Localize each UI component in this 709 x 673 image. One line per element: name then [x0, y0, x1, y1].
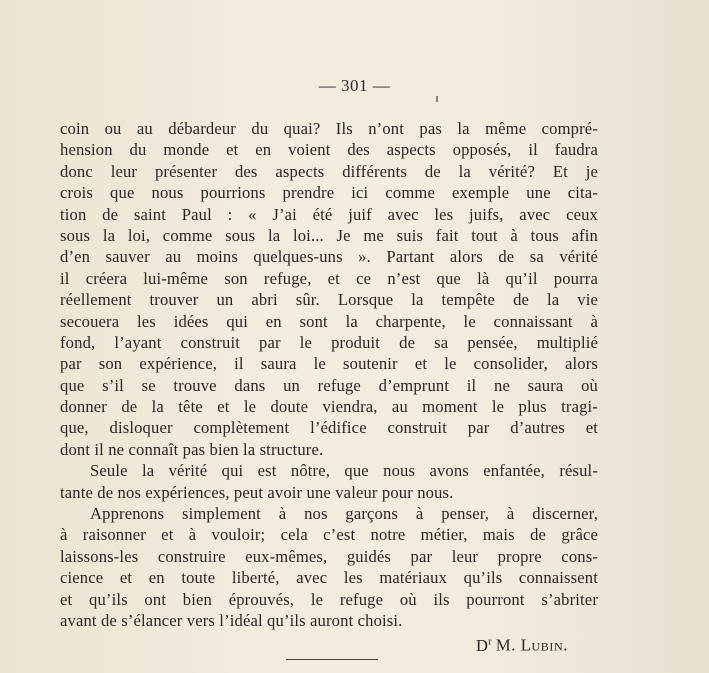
text-line: crois que nous pourrions prendre ici comme exemple une cita- [60, 183, 598, 203]
text-line: il créera lui-même son refuge, et ce n’est que là qu’il pourra [60, 268, 598, 288]
text-line: avant de s’élancer vers l’idéal qu’ils auront choisi. [60, 610, 403, 630]
text-line: Apprenons simplement à nos garçons à penser, à discerner, [90, 504, 598, 524]
body-text [60, 118, 598, 653]
text-line: que, disloquer complètement l’édifice construit par d’autres et [60, 418, 598, 438]
end-rule [286, 659, 378, 660]
text-line: sous la loi, comme sous la loi... Je me suis fait tout à tous afin [60, 225, 598, 245]
ink-mark [436, 96, 438, 102]
text-line: tion de saint Paul : « J’ai été juif avec les juifs, avec ceux [60, 204, 598, 224]
signature-title: $D^r$ [475, 635, 492, 655]
text-line: laissons-les construire eux-mêmes, guidés par leur propre cons- [60, 546, 598, 566]
text-line: d’en sauver au moins quelques-uns ». Partant alors de sa vérité [60, 247, 598, 267]
text-line: fond, l’ayant construit par le produit de sa pensée, multiplié [60, 332, 598, 352]
text-line: hension du monde et en voient des aspects opposés, il faudra [60, 140, 598, 160]
signature-name: M. Lubin. [495, 635, 568, 655]
text-line: réellement trouver un abri sûr. Lorsque la tempête de la vie [60, 290, 598, 310]
text-line: à raisonner et à vouloir; cela c’est notre métier, mais de grâce [60, 525, 598, 545]
author-signature [60, 631, 598, 655]
text-line: par son expérience, il saura le soutenir et le consolider, alors [60, 354, 598, 374]
text-line: donner de la tête et le doute viendra, au moment le plus tragi- [60, 397, 598, 417]
text-line: coin ou au débardeur du quai? Ils n’ont pas la même compré- [60, 119, 598, 138]
text-line: et qu’ils ont bien éprouvés, le refuge où ils pourront s’abriter [60, 589, 598, 609]
text-line: Seule la vérité qui est nôtre, que nous avons enfantée, résul- [90, 461, 598, 481]
text-line: que s’il se trouve dans un refuge d’emprunt il ne saura où [60, 375, 598, 395]
text-line: donc leur présenter des aspects différents de la vérité? Et je [60, 161, 598, 181]
page-number: — 301 — [318, 76, 391, 95]
text-line: tante de nos expériences, peut avoir une valeur pour nous. [60, 482, 454, 502]
text-line: cience et en toute liberté, avec les matériaux qu’ils connaissent [60, 568, 598, 588]
text-line: secouera les idées qui en sont la charpente, le connaissant à [60, 311, 598, 331]
text-line: dont il ne connaît pas bien la structure. [60, 439, 324, 459]
